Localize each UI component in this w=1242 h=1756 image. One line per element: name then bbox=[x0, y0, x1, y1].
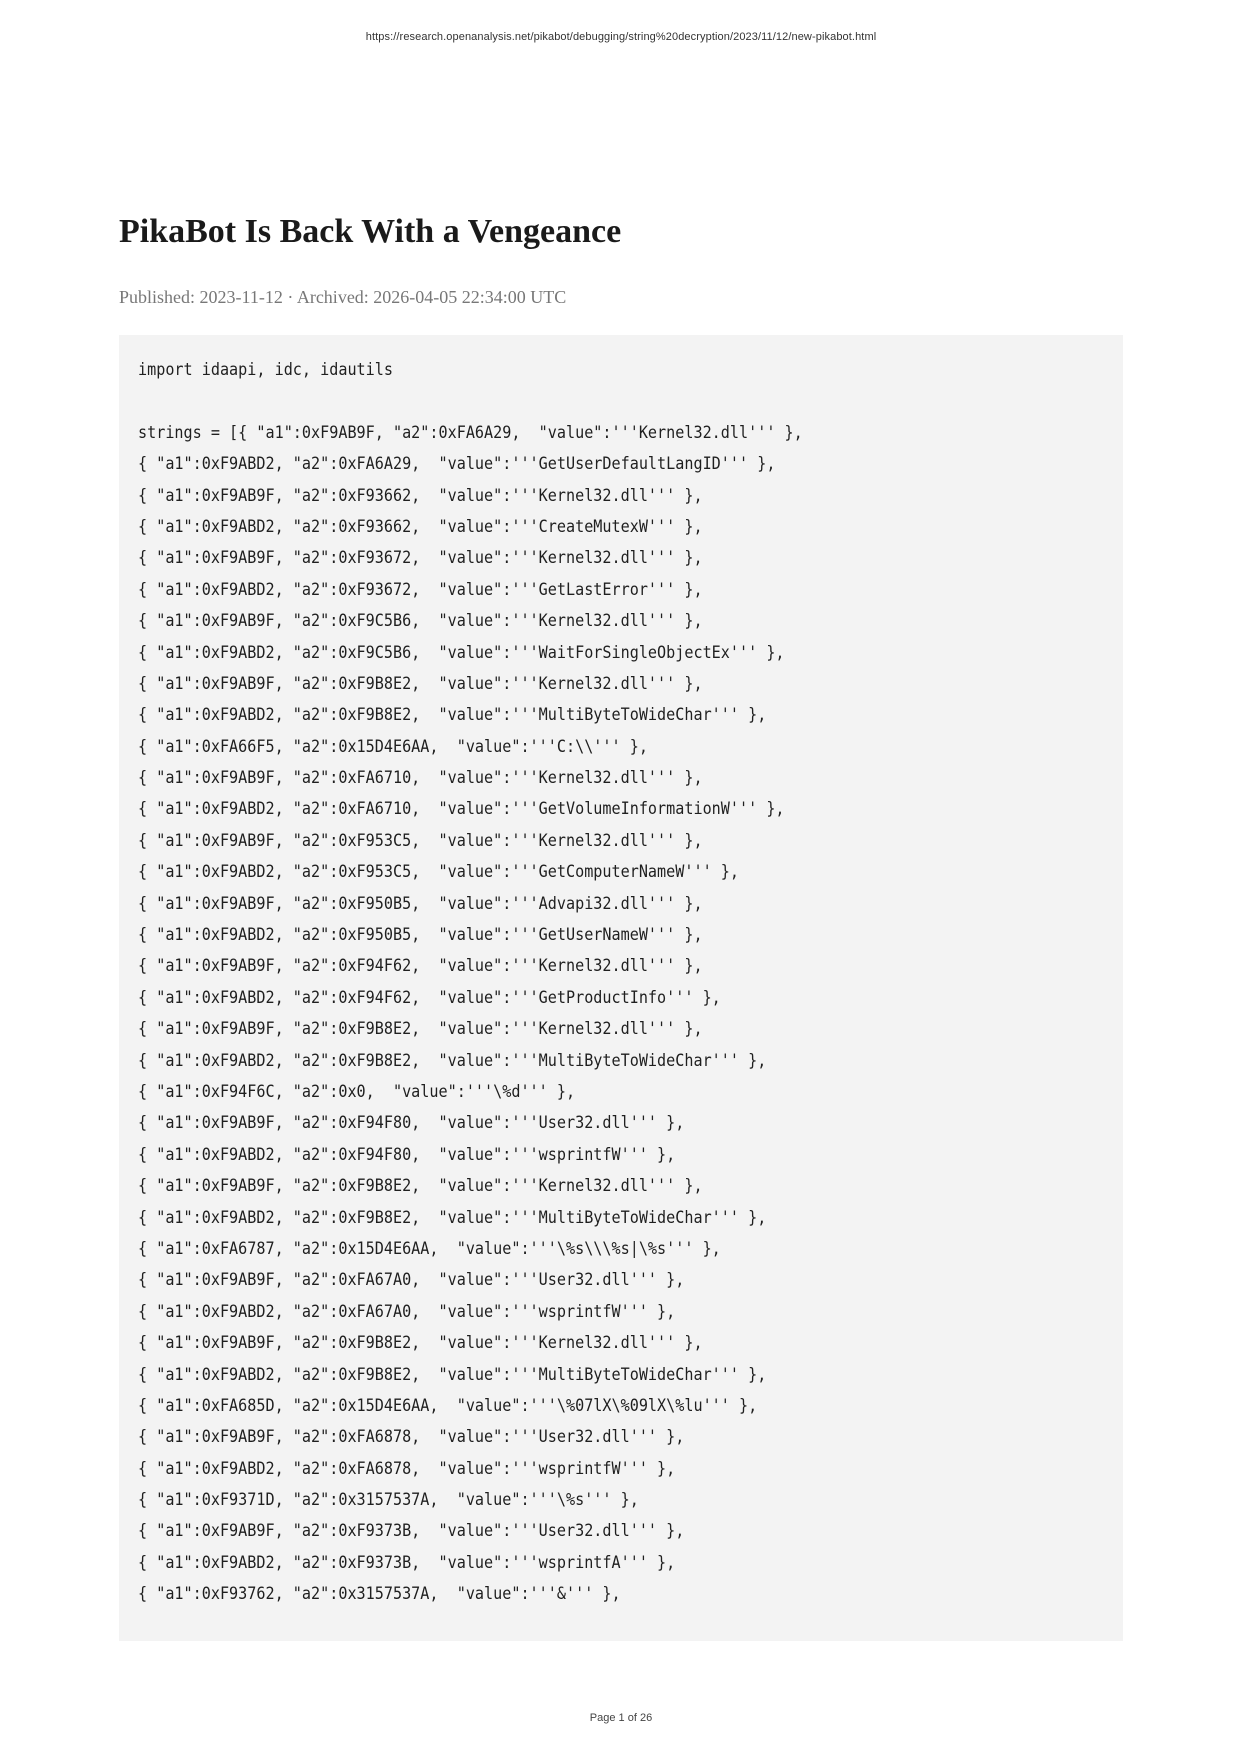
code-line: { "a1":0xF9AB9F, "a2":0xF94F62, "value":'''Kernel32.dll''' }, bbox=[138, 956, 703, 977]
code-line: { "a1":0xF9371D, "a2":0x3157537A, "value":'''\%s''' }, bbox=[138, 1490, 639, 1511]
publish-meta: Published: 2023-11-12 · Archived: 2026-04-05 22:34:00 UTC bbox=[119, 287, 567, 307]
code-line: { "a1":0xF9AB9F, "a2":0xF950B5, "value":'''Advapi32.dll''' }, bbox=[138, 893, 703, 914]
code-line: { "a1":0xFA685D, "a2":0x15D4E6AA, "value":'''\%07lX\%09lX\%lu''' }, bbox=[138, 1395, 758, 1416]
code-line: { "a1":0xF9ABD2, "a2":0xFA67A0, "value":'''wsprintfW''' }, bbox=[138, 1301, 676, 1322]
code-line bbox=[138, 386, 988, 417]
code-line: { "a1":0xF9ABD2, "a2":0xFA6A29, "value":'''GetUserDefaultLangID''' }, bbox=[138, 454, 776, 475]
code-line: import idaapi, idc, idautils bbox=[138, 360, 393, 380]
code-line: { "a1":0xF9AB9F, "a2":0xF9C5B6, "value":'''Kernel32.dll''' }, bbox=[138, 611, 703, 632]
page-url: https://research.openanalysis.net/pikabot/debugging/string%20decryption/2023/11/12/new-pikabot.html bbox=[365, 31, 877, 43]
code-line: { "a1":0xF9ABD2, "a2":0xF93672, "value":'''GetLastError''' }, bbox=[138, 579, 703, 600]
code-line: { "a1":0xF94F6C, "a2":0x0, "value":'''\%d''' }, bbox=[138, 1081, 576, 1102]
code-line: { "a1":0xF9ABD2, "a2":0xF9C5B6, "value":'''WaitForSingleObjectEx''' }, bbox=[138, 642, 785, 663]
code-line: { "a1":0xF9ABD2, "a2":0xF9B8E2, "value":'''MultiByteToWideChar''' }, bbox=[138, 1050, 767, 1071]
code-line: { "a1":0xF9AB9F, "a2":0xFA67A0, "value":'''User32.dll''' }, bbox=[138, 1270, 685, 1291]
code-line: strings = [{ "a1":0xF9AB9F, "a2":0xFA6A29, "value":'''Kernel32.dll''' }, bbox=[138, 422, 803, 443]
code-line: { "a1":0xF9AB9F, "a2":0xF9B8E2, "value":'''Kernel32.dll''' }, bbox=[138, 673, 703, 694]
code-line: { "a1":0xF9AB9F, "a2":0xFA6710, "value":'''Kernel32.dll''' }, bbox=[138, 768, 703, 789]
code-line: { "a1":0xF9ABD2, "a2":0xF94F80, "value":'''wsprintfW''' }, bbox=[138, 1144, 676, 1165]
code-line: { "a1":0xF9ABD2, "a2":0xF950B5, "value":'''GetUserNameW''' }, bbox=[138, 925, 703, 946]
code-line: { "a1":0xF9AB9F, "a2":0xF93662, "value":'''Kernel32.dll''' }, bbox=[138, 485, 703, 506]
code-line: { "a1":0xF9ABD2, "a2":0xFA6878, "value":'''wsprintfW''' }, bbox=[138, 1458, 676, 1479]
code-line: { "a1":0xF9AB9F, "a2":0xF9B8E2, "value":'''Kernel32.dll''' }, bbox=[138, 1176, 703, 1197]
code-line: { "a1":0xF93762, "a2":0x3157537A, "value":'''&''' }, bbox=[138, 1584, 621, 1605]
page-number: Page 1 of 26 bbox=[589, 1712, 653, 1724]
code-line: { "a1":0xF9AB9F, "a2":0xF953C5, "value":'''Kernel32.dll''' }, bbox=[138, 830, 703, 851]
code-line: { "a1":0xF9ABD2, "a2":0xFA6710, "value":'''GetVolumeInformationW''' }, bbox=[138, 799, 785, 820]
code-line: { "a1":0xF9AB9F, "a2":0xF9B8E2, "value":'''Kernel32.dll''' }, bbox=[138, 1333, 703, 1354]
code-line: { "a1":0xF9AB9F, "a2":0xFA6878, "value":'''User32.dll''' }, bbox=[138, 1427, 685, 1448]
code-line: { "a1":0xF9ABD2, "a2":0xF9B8E2, "value":'''MultiByteToWideChar''' }, bbox=[138, 1207, 767, 1228]
code-line: { "a1":0xF9ABD2, "a2":0xF94F62, "value":'''GetProductInfo''' }, bbox=[138, 987, 721, 1008]
code-line: { "a1":0xF9AB9F, "a2":0xF93672, "value":'''Kernel32.dll''' }, bbox=[138, 548, 703, 569]
code-line: { "a1":0xF9ABD2, "a2":0xF953C5, "value":'''GetComputerNameW''' }, bbox=[138, 862, 739, 883]
page-title: PikaBot Is Back With a Vengeance bbox=[119, 213, 622, 250]
code-line: { "a1":0xFA6787, "a2":0x15D4E6AA, "value":'''\%s\\\%s|\%s''' }, bbox=[138, 1238, 721, 1259]
code-block bbox=[119, 335, 1123, 1641]
code-line: { "a1":0xF9ABD2, "a2":0xF9373B, "value":'''wsprintfA''' }, bbox=[138, 1552, 676, 1573]
code-line: { "a1":0xF9ABD2, "a2":0xF9B8E2, "value":'''MultiByteToWideChar''' }, bbox=[138, 1364, 767, 1385]
code-line: { "a1":0xFA66F5, "a2":0x15D4E6AA, "value":'''C:\\''' }, bbox=[138, 736, 648, 757]
code-line: { "a1":0xF9AB9F, "a2":0xF9373B, "value":'''User32.dll''' }, bbox=[138, 1521, 685, 1542]
code-line bbox=[138, 1611, 988, 1642]
code-line: { "a1":0xF9ABD2, "a2":0xF93662, "value":'''CreateMutexW''' }, bbox=[138, 516, 703, 537]
code-line: { "a1":0xF9ABD2, "a2":0xF9B8E2, "value":'''MultiByteToWideChar''' }, bbox=[138, 705, 767, 726]
code-line: { "a1":0xF9AB9F, "a2":0xF94F80, "value":'''User32.dll''' }, bbox=[138, 1113, 685, 1134]
code-line: { "a1":0xF9AB9F, "a2":0xF9B8E2, "value":'''Kernel32.dll''' }, bbox=[138, 1019, 703, 1040]
